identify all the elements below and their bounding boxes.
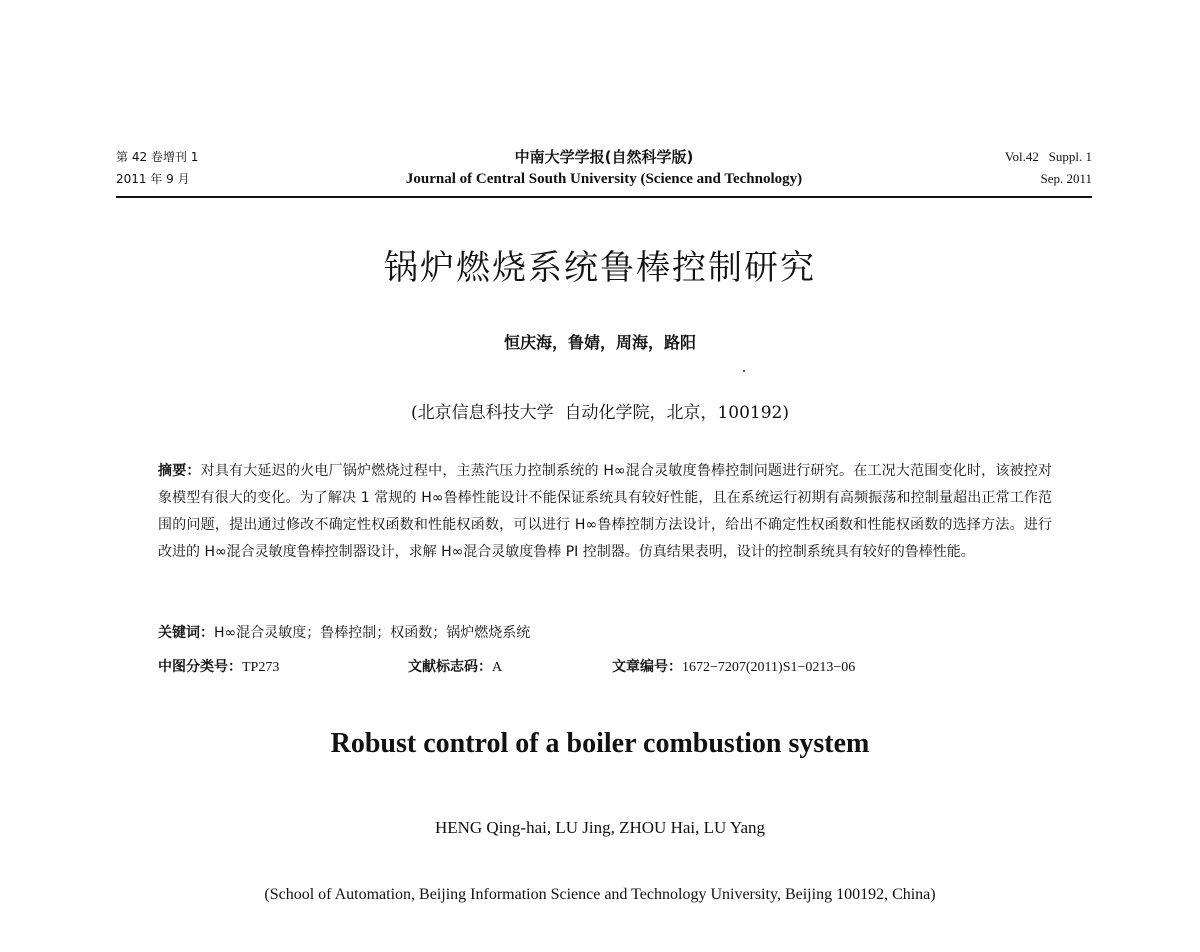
abstract-label: 摘要： [158,463,201,479]
header-center [116,146,1092,190]
document-code: 文献标志码：A [408,659,503,675]
journal-name-cn: 中南大学学报(自然科学版) [514,148,694,166]
keywords-label: 关键词： [158,625,214,641]
abstract-text: 对具有大延迟的火电厂锅炉燃烧过程中，主蒸汽压力控制系统的 H∞混合灵敏度鲁棒控制问题进行研究。在工况大范围变化时，该被控对象模型有很大的变化。为了解决 1 常规的 H∞鲁棒性能设计不能保证系统具有较好性能，且在系统运行初期有高频振荡和控制量超出正常工作范围的问题，提出通过修改不确定性权函数和性能权函数，可以进行 H∞鲁棒控制方法设计，给出不确定性权函数和性能权函数的选择方法。进行改进的 H∞混合灵敏度鲁棒控制器设计，求解 H∞混合灵敏度鲁棒 PI 控制器。仿真结果表明，设计的控制系统具有较好的鲁棒性能。 [158,463,1053,560]
paper-title-en: Robust control of a boiler combustion system [330,728,870,759]
paper-title-cn: 锅炉燃烧系统鲁棒控制研究 [384,248,816,288]
affiliation-en: (School of Automation, Beijing Information Science and Technology University, Beijing 100192, China) [264,886,936,903]
article-number: 文章编号：1672−7207(2011)S1−0213−06 [612,659,856,675]
header-right [1005,146,1092,190]
header-date-en: Sep. 2011 [1040,171,1092,186]
affiliation-cn: (北京信息科技大学 自动化学院，北京，100192) [411,403,789,423]
authors-en: HENG Qing-hai, LU Jing, ZHOU Hai, LU Yang [434,818,766,837]
clc-number: 中图分类号：TP273 [158,659,280,675]
header-volume-cn: 第 42 卷增刊 1 [116,150,199,164]
authors-cn: 恒庆海，鲁婧，周海，路阳 [503,333,696,352]
header-date-cn: 2011 年 9 月 [116,172,190,186]
keywords-text: H∞混合灵敏度；鲁棒控制；权函数；锅炉燃烧系统 [214,625,531,641]
abstract-cn [158,458,1052,566]
keywords-cn [158,620,1052,647]
speck-mark [743,370,745,372]
header-volume-en: Vol.42 Suppl. 1 [1004,149,1092,164]
journal-name-en: Journal of Central South University (Science and Technology) [405,171,803,187]
running-header [116,146,1092,198]
